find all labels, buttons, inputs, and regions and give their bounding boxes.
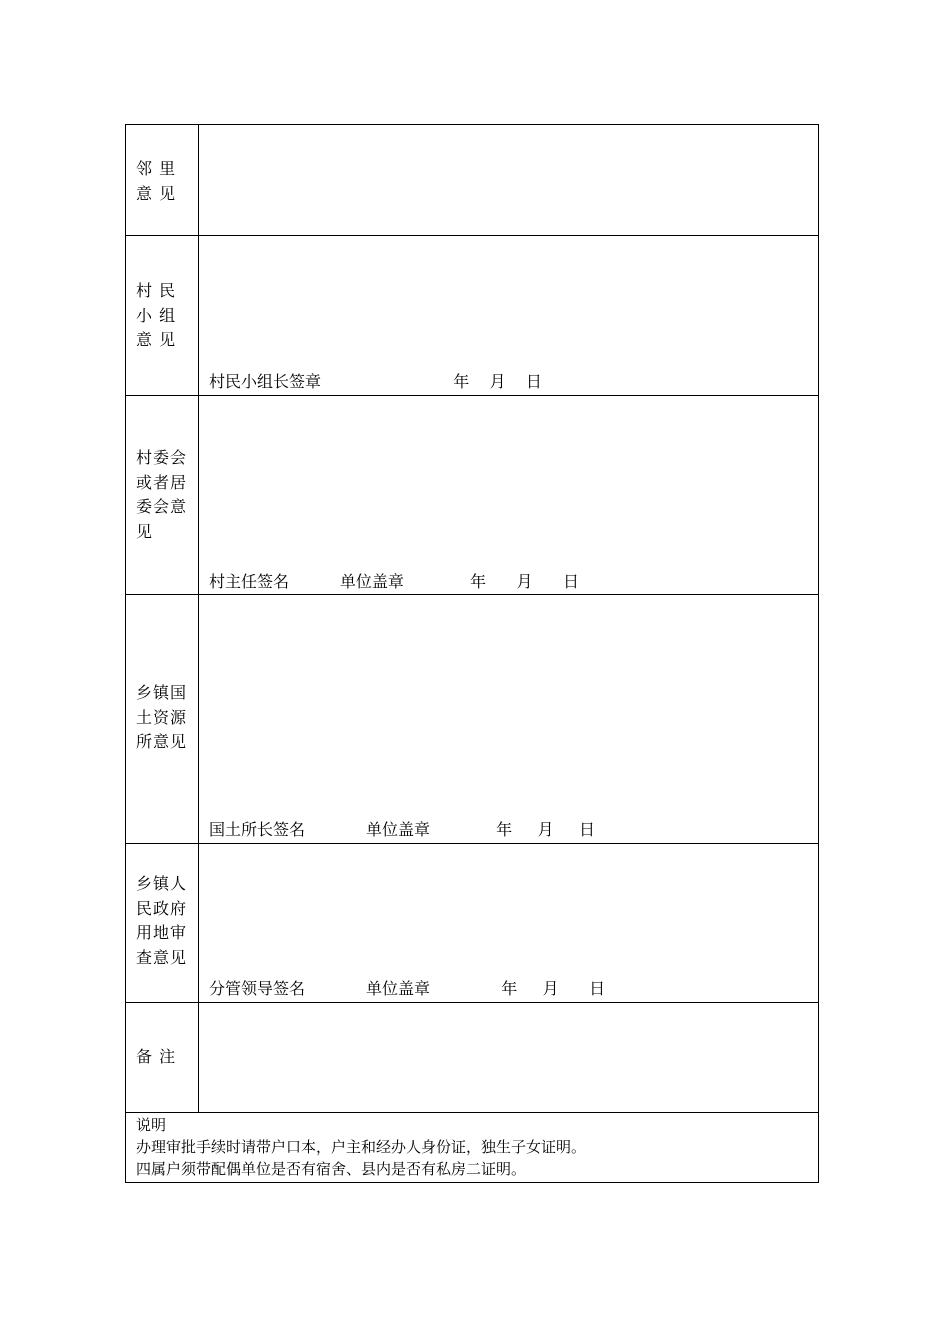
opinion-cell[interactable] xyxy=(199,236,819,396)
row-label: 乡镇人民政府用地审查意见 xyxy=(136,874,188,967)
table-row xyxy=(126,236,819,396)
signature-line: 村民小组长签章 年 月 日 xyxy=(209,372,542,391)
row-label: 邻 里 意 见 xyxy=(136,159,177,203)
row-label-cell xyxy=(126,595,199,844)
row-label: 备 注 xyxy=(136,1047,177,1066)
row-label-cell xyxy=(126,844,199,1003)
opinion-cell[interactable] xyxy=(199,125,819,236)
note-cell xyxy=(126,1113,819,1183)
note-title: 说明 xyxy=(136,1116,167,1134)
row-label-cell xyxy=(126,236,199,396)
signature-line: 分管领导签名 单位盖章 年 月 日 xyxy=(209,979,606,998)
table-row xyxy=(126,595,819,844)
table-row xyxy=(126,1003,819,1113)
application-form xyxy=(125,124,819,1183)
table-row xyxy=(126,125,819,236)
row-label: 村 民 小 组 意 见 xyxy=(136,281,177,349)
note-line: 四属户须带配偶单位是否有宿舍、县内是否有私房二证明。 xyxy=(136,1160,527,1178)
approval-table xyxy=(125,124,819,1183)
row-label: 村委会或者居委会意见 xyxy=(136,448,188,541)
opinion-cell[interactable] xyxy=(199,396,819,595)
signature-line: 村主任签名 单位盖章 年 月 日 xyxy=(209,572,580,591)
opinion-cell[interactable] xyxy=(199,595,819,844)
row-label-cell xyxy=(126,1003,199,1113)
note-row xyxy=(126,1113,819,1183)
table-row xyxy=(126,844,819,1003)
opinion-cell[interactable] xyxy=(199,844,819,1003)
remarks-cell[interactable] xyxy=(199,1003,819,1113)
row-label-cell xyxy=(126,396,199,595)
table-row xyxy=(126,396,819,595)
signature-line: 国土所长签名 单位盖章 年 月 日 xyxy=(209,820,596,839)
note-line: 办理审批手续时请带户口本，户主和经办人身份证，独生子女证明。 xyxy=(136,1138,587,1156)
row-label-cell xyxy=(126,125,199,236)
row-label: 乡镇国土资源所意见 xyxy=(136,683,188,751)
